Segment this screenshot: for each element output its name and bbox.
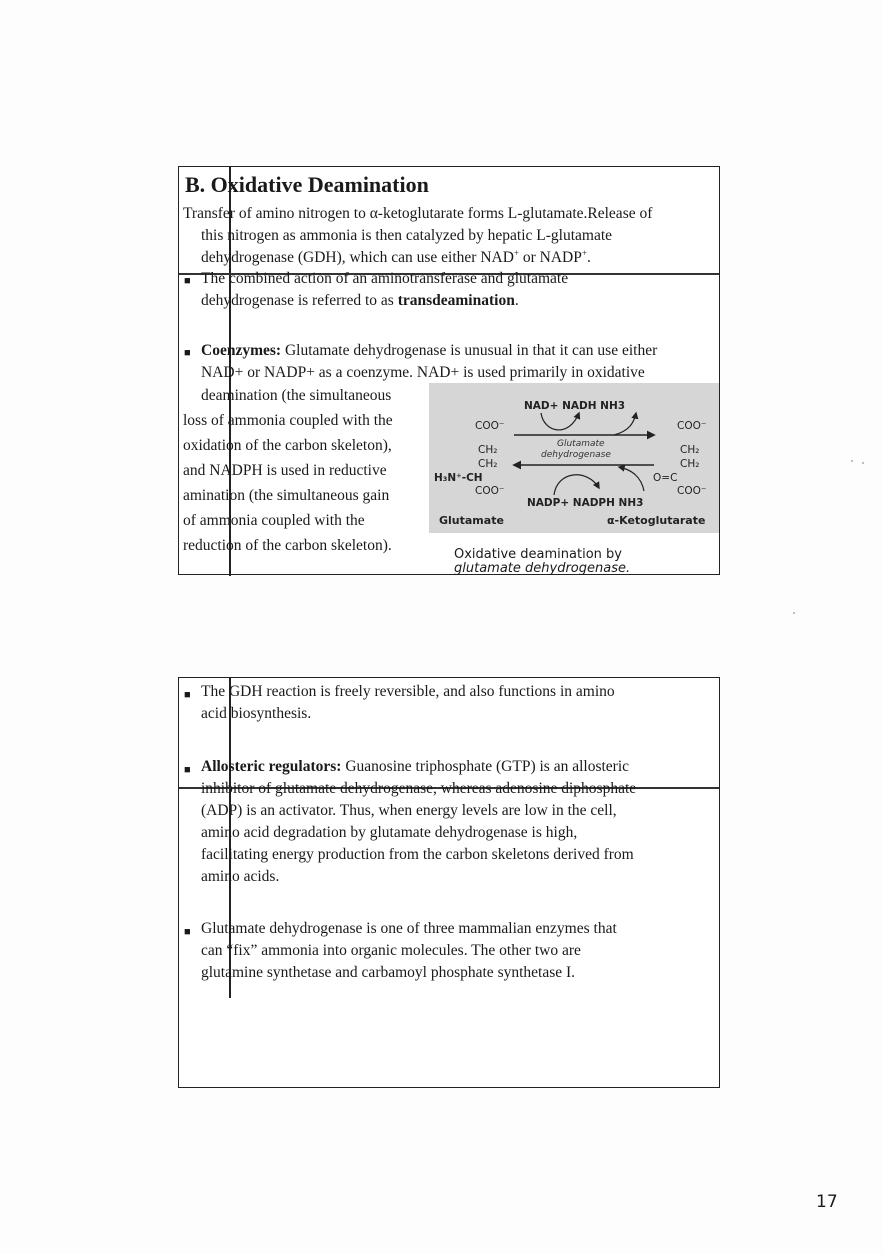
- coenzymes-wrapped-text: [183, 383, 393, 558]
- bullet-icon: ■: [184, 347, 191, 359]
- reaction-diagram: [429, 383, 719, 533]
- transdeamination-line-1: The combined action of an aminotransferase and glutamate: [201, 270, 569, 287]
- slide-gdh-regulation: [178, 677, 720, 1088]
- allosteric-line: inhibitor of glutamate dehydrogenase, whereas adenosine diphosphate: [201, 780, 637, 797]
- scan-speck: [862, 462, 864, 464]
- wrap-line: amination (the simultaneous gain: [183, 487, 390, 504]
- wrap-line: oxidation of the carbon skeleton),: [183, 437, 392, 454]
- bottom-cofactors: NADP+ NADPH NH3: [527, 497, 644, 509]
- allosteric-line: amino acids.: [201, 868, 280, 885]
- top-cofactors: NAD+ NADH NH3: [524, 400, 626, 412]
- ketoglutarate-structure: [653, 420, 706, 497]
- transdeamination-paragraph: [201, 268, 568, 312]
- wrap-line: and NADPH is used in reductive: [183, 462, 387, 479]
- reversible-paragraph: [201, 681, 615, 725]
- bullet-icon: ■: [184, 926, 191, 938]
- reversible-line-2: acid biosynthesis.: [201, 705, 312, 722]
- allosteric-line-1: Allosteric regulators: Guanosine triphosphate (GTP) is an allosteric: [201, 758, 630, 775]
- wrap-line: deamination (the simultaneous: [201, 387, 392, 404]
- allosteric-line: amino acid degradation by glutamate dehydrogenase is high,: [201, 824, 578, 841]
- nh3-release-curve: [614, 413, 636, 435]
- svg-text:COO⁻: COO⁻: [475, 485, 505, 497]
- slide-title: B. Oxidative Deamination: [185, 172, 429, 197]
- intro-line-3: dehydrogenase (GDH), which can use either NAD+ or NADP+.: [201, 247, 591, 266]
- allosteric-line: (ADP) is an activator. Thus, when energy levels are low in the cell,: [201, 802, 617, 819]
- nh3-uptake-curve: [619, 467, 644, 491]
- reversible-line-1: The GDH reaction is freely reversible, and also functions in amino: [201, 683, 615, 700]
- svg-text:CH₂: CH₂: [478, 458, 498, 470]
- fixation-line: Glutamate dehydrogenase is one of three mammalian enzymes that: [201, 920, 617, 937]
- slide-oxidative-deamination: [178, 166, 720, 575]
- wrap-line: of ammonia coupled with the: [183, 512, 365, 529]
- bullet-icon: ■: [184, 764, 191, 776]
- allosteric-line: facilitating energy production from the carbon skeletons derived from: [201, 846, 634, 863]
- wrap-line: reduction of the carbon skeleton).: [183, 537, 392, 554]
- page-number: 17: [816, 1192, 838, 1212]
- bullet-icon: ■: [184, 689, 191, 701]
- glutamate-structure: [434, 420, 504, 497]
- scan-speck: [793, 612, 795, 614]
- fixation-line: can “fix” ammonia into organic molecules. The other two are: [201, 942, 581, 959]
- enzyme-label-2: dehydrogenase: [541, 450, 611, 460]
- coenzymes-paragraph: [201, 340, 657, 384]
- caption-line-1: Oxidative deamination by: [454, 547, 622, 562]
- svg-text:COO⁻: COO⁻: [677, 420, 707, 432]
- scan-speck: [851, 460, 853, 462]
- ammonia-fixation-paragraph: [201, 918, 617, 984]
- gdh-reaction-figure: [429, 383, 719, 533]
- coenzymes-line-2: NAD+ or NADP+ as a coenzyme. NAD+ is used primarily in oxidative: [201, 364, 645, 381]
- enzyme-label-1: Glutamate: [557, 439, 605, 449]
- svg-text:CH₂: CH₂: [680, 444, 700, 456]
- coenzymes-line-1: Coenzymes: Glutamate dehydrogenase is unusual in that it can use either: [201, 342, 658, 359]
- svg-text:CH₂: CH₂: [680, 458, 700, 470]
- figure-caption: [454, 548, 719, 576]
- glutamate-label: Glutamate: [439, 514, 504, 527]
- nad-curve: [541, 413, 579, 430]
- svg-text:CH₂: CH₂: [478, 444, 498, 456]
- ketoglutarate-label: α-Ketoglutarate: [607, 514, 706, 527]
- nadph-curve: [554, 475, 599, 495]
- intro-line-2: this nitrogen as ammonia is then catalyzed by hepatic L-glutamate: [201, 227, 613, 244]
- transdeamination-line-2: dehydrogenase is referred to as transdeamination.: [201, 292, 519, 309]
- intro-paragraph: [183, 203, 652, 269]
- svg-text:COO⁻: COO⁻: [475, 420, 505, 432]
- svg-text:O=C: O=C: [653, 472, 678, 484]
- bullet-icon: ■: [184, 275, 191, 287]
- caption-line-2: glutamate dehydrogenase.: [454, 561, 631, 576]
- intro-line-1: Transfer of amino nitrogen to α-ketoglutarate forms L-glutamate.Release of: [183, 205, 653, 222]
- svg-text:H₃N⁺-CH: H₃N⁺-CH: [434, 472, 483, 484]
- svg-text:COO⁻: COO⁻: [677, 485, 707, 497]
- allosteric-paragraph: [201, 756, 636, 888]
- wrap-line: loss of ammonia coupled with the: [183, 412, 393, 429]
- fixation-line: glutamine synthetase and carbamoyl phosphate synthetase I.: [201, 964, 576, 981]
